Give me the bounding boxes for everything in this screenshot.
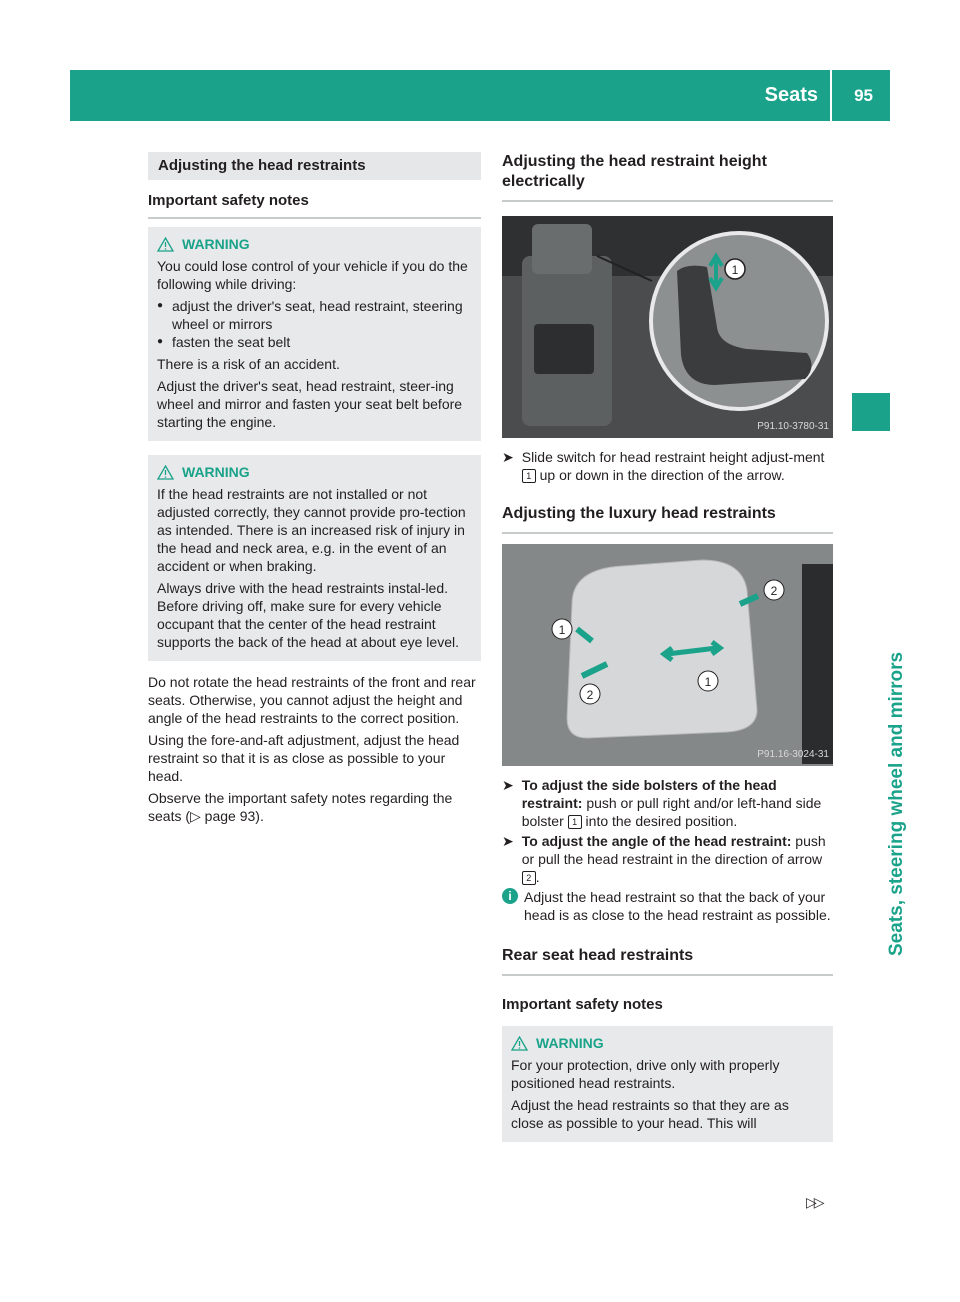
warning-text: Adjust the driver's seat, head restraint, steer-ing wheel and mirror and fasten your seat belt before starting the engine. [157,378,463,430]
step-arrow-icon: ➤ [502,449,514,465]
image-code: P91.10-3780-31 [757,421,829,432]
left-column [148,152,481,829]
warning-label: WARNING [182,464,250,480]
side-tab-label: Seats, steering wheel and mirrors [886,651,907,956]
step-arrow-icon: ➤ [502,777,514,793]
warning-heading [157,463,472,481]
warning-text: You could lose control of your vehicle if you do the following while driving: [157,258,468,292]
callout-number: 1 [568,815,582,829]
body-paragraph: Do not rotate the head restraints of the front and rear seats. Otherwise, you cannot adjust the height and angle of the head restraints to the correct position. [148,674,476,726]
instruction-step [502,448,833,484]
right-column [502,152,833,1142]
list-item-text: adjust the driver's seat, head restraint, steering wheel or mirrors [172,298,463,332]
step-text: To adjust the angle of the head restraint: push or pull the head restraint in the direction of arrow 2 . [521,833,826,885]
warning-text: If the head restraints are not installed or not adjusted correctly, they cannot provide pro-tection as intended. There is an increased risk of injury in the head and neck area, e.g. in the event of an accident or when braking. [157,486,466,574]
warning-heading [511,1034,824,1052]
seat-switch-illustration [502,216,833,438]
head-restraint-illustration [502,544,833,766]
heading-luxury: Adjusting the luxury head restraints [502,504,833,534]
step-arrow-icon: ➤ [502,833,514,849]
chapter-title: Seats [764,84,818,106]
list-item-text: fasten the seat belt [172,334,291,350]
page-header [70,70,890,121]
bullet-icon: ● [157,336,164,347]
instruction-step [502,832,833,886]
step-text: To adjust the side bolsters of the head restraint: push or pull right and/or left-hand side bolster 1 into the desired position. [521,777,822,829]
warning-heading [157,235,472,253]
bullet-icon: ● [157,300,164,311]
step-text: Slide switch for head restraint height adjust-ment 1 up or down in the direction of the arrow. [521,449,825,483]
warning-triangle-icon [511,1036,528,1051]
instruction-step [502,776,833,830]
heading-rear: Rear seat head restraints [502,946,833,976]
list-item [157,333,472,351]
info-text: Adjust the head restraint so that the back of your head is as close to the head restraint as possible. [524,889,831,923]
side-tab-marker [852,393,890,431]
warning-box-3 [502,1026,833,1142]
svg-text:1: 1 [731,263,739,277]
info-note [502,888,833,924]
section-title: Adjusting the head restraints [148,152,481,180]
warning-triangle-icon [157,465,174,480]
heading-electric: Adjusting the head restraint height electrically [502,152,833,202]
warning-text: Always drive with the head restraints instal-led. Before driving off, make sure for every vehicle occupant that the center of the head restraint supports the back of the head at about eye level. [157,580,459,650]
side-tab [853,456,907,956]
warning-text: For your protection, drive only with properly positioned head restraints. [511,1057,780,1091]
svg-text:2: 2 [770,584,778,598]
warning-triangle-icon [157,237,174,252]
seat-switch-photo [502,216,833,438]
body-paragraph: Using the fore-and-aft adjustment, adjust the head restraint so that it is as close as possible to your head. [148,732,460,784]
warning-label: WARNING [182,236,250,252]
body-paragraph: Observe the important safety notes regarding the seats (▷ page 93). [148,790,453,824]
warning-label: WARNING [536,1035,604,1051]
subheading-rear-safety: Important safety notes [502,996,663,1013]
header-divider [830,70,832,121]
callout-number: 1 [522,469,536,483]
image-code: P91.16-3024-31 [757,749,829,760]
svg-text:1: 1 [704,675,712,689]
svg-text:1: 1 [558,623,566,637]
callout-number: 2 [522,871,536,885]
warning-box-2 [148,455,481,661]
warning-text: Adjust the head restraints so that they are as close as possible to your head. This will [511,1097,789,1131]
subheading-safety: Important safety notes [148,192,481,219]
info-icon: i [502,888,518,904]
warning-text: There is a risk of an accident. [157,356,340,372]
page-number: 95 [854,86,873,105]
warning-box-1 [148,227,481,441]
svg-text:2: 2 [586,688,594,702]
continue-icon: ▷▷ [806,1194,822,1210]
list-item [157,297,472,333]
head-restraint-photo [502,544,833,766]
